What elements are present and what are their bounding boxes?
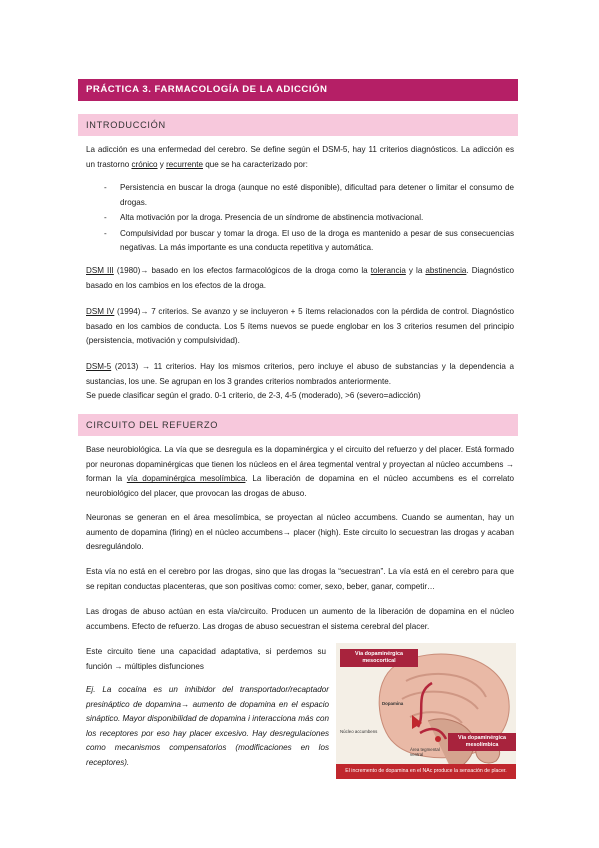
list-item: - Alta motivación por la droga. Presencia de un síndrome de abstinencia motivacional. xyxy=(104,213,424,223)
circuito-paragraph-2: Neuronas se generan en el área mesolímbica, se proyectan al núcleo accumbens. Cuando se aumentan, hay un aumento de dopamina (firing) en el núcleo accumbens→ placer (high). Este circuito lo secuestran las drogas y acaban desregulándolo. xyxy=(86,513,514,552)
list-item: - Persistencia en buscar la droga (aunque no esté disponible), dificultad para detener o limitar el consumo de drogas. xyxy=(104,183,514,207)
circuito-paragraph-5: Este circuito tiene una capacidad adaptativa, si perdemos su función → múltiples disfunciones xyxy=(86,647,326,671)
intro-paragraph: La adicción es una enfermedad del cerebro. Se define según el DSM-5, hay 11 criterios diagnósticos. La adicción es un trastorno crónico y recurrente que se ha caracterizado por: xyxy=(86,145,514,169)
page-title: PRÁCTICA 3. FARMACOLOGÍA DE LA ADICCIÓN xyxy=(78,79,518,101)
circuito-paragraph-1: Base neurobiológica. La vía que se desregula es la dopaminérgica y el circuito del refuerzo y del placer. Está formado por neuronas dopaminérgicas que tienen los núcleos en el área tegmental ventral y proyectan al núcleo accumbens → forman la vía dopaminérgica mesolímbica. La liberación de dopamina en el núcleo accumbens es el correlato neurobiológico del placer, que provocan las drogas de abuso. xyxy=(86,445,514,498)
label-via-mesolimbica: Vía dopaminérgica mesolímbica xyxy=(448,733,516,751)
dsm5-paragraph: DSM-5 (2013) → 11 criterios. Hay los mismos criterios, pero incluye el abuso de substancias y la dependencia a sustancias, los une. Se agrupan en los 3 grandes criterios nombrados anteriormente. Se puede clasificar según el grado. 0-1 criterio, de 2-3, 4-5 (moderado), >6 (severo=adicción) xyxy=(86,362,515,401)
section-heading-circuito: CIRCUITO DEL REFUERZO xyxy=(78,414,518,436)
circuito-paragraph-3: Esta vía no está en el cerebro por las drogas, sino que las drogas la “secuestran”. La vía está en el cerebro para que se repitan conductas placenteras, que son positivas como: comer, sexo, beber, ganar, competir… xyxy=(86,567,514,591)
label-area-tegmental: Área tegmental ventral xyxy=(410,747,440,757)
circuito-paragraph-4: Las drogas de abuso actúan en esta vía/circuito. Producen un aumento de la liberación de dopamina en el núcleo accumbens. Efecto de refuerzo. Las drogas de abuso secuestran el sistema cerebral del placer. xyxy=(86,607,514,631)
label-via-mesocortical: Vía dopaminérgica mesocortical xyxy=(340,649,418,667)
dsm3-paragraph: DSM III (1980)→ basado en los efectos farmacológicos de la droga como la tolerancia y la abstinencia. Diagnóstico basado en los cambios en los efectos de la droga. xyxy=(86,266,514,290)
label-dopamina: Dopamina xyxy=(382,701,404,706)
section-heading-introduccion: INTRODUCCIÓN xyxy=(78,114,518,136)
criteria-list xyxy=(86,181,514,257)
cocaine-example: Ej. La cocaína es un inhibidor del transportador/recaptador presináptico de dopamina→ aumento de dopamina en el espacio sináptico. Mayor disponibilidad de dopamina i interacciona más con los receptores por eso hay placer excesivo. Hay desregulaciones como mecanismos compensatorios (modificaciones en los receptores). xyxy=(86,685,329,767)
dsm4-paragraph: DSM IV (1994)→ 7 criterios. Se avanzo y se incluyeron + 5 ítems relacionados con la pérdida de control. Diagnóstico basado en los cambios de conducta. Los 5 ítems nuevos se puede englobar en los 3 criterios resumen del principio (persistencia, motivación y compulsividad). xyxy=(86,307,514,346)
brain-figure xyxy=(336,643,516,779)
list-item: - Compulsividad por buscar y tomar la droga. El uso de la droga es mantenido a pesar de sus consecuencias negativas. La más importante es una conducta repetitiva y automática. xyxy=(104,228,514,253)
label-nucleo-accumbens: Núcleo accumbens xyxy=(340,729,378,734)
figure-caption: El incremento de dopamina en el NAc produce la sensación de placer. xyxy=(336,764,516,779)
